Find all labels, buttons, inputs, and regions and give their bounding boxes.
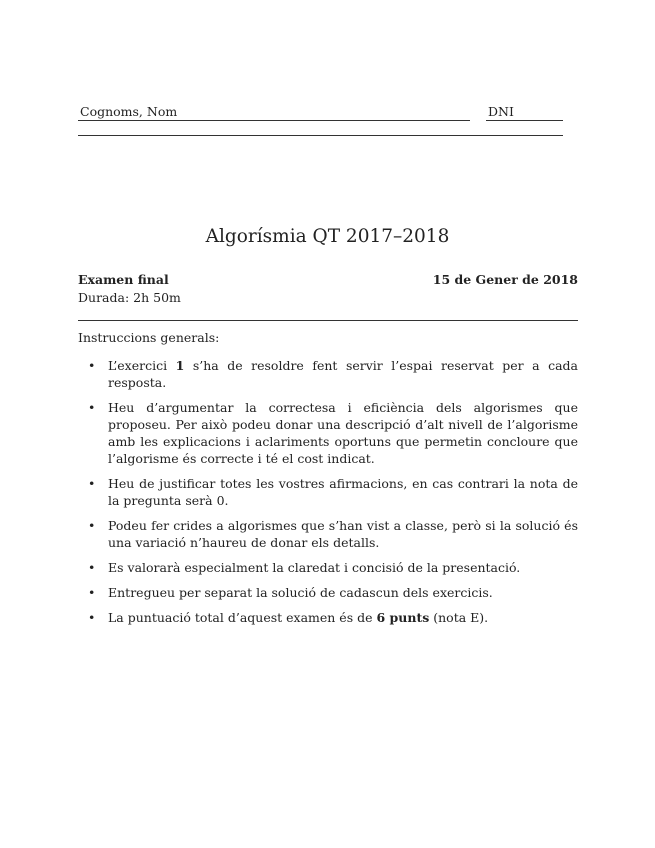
divider-line <box>78 135 563 136</box>
exam-type: Examen final <box>78 272 169 287</box>
name-label: Cognoms, Nom <box>80 104 178 119</box>
instruction-item <box>78 357 578 391</box>
dni-label: DNI <box>488 104 514 119</box>
instructions-list <box>78 357 578 634</box>
instruction-text-post: (nota E). <box>429 610 489 625</box>
instruction-item <box>78 559 578 576</box>
instruction-text-pre: L’exercici <box>108 358 176 373</box>
instruction-text-pre: Heu de justificar totes les vostres afirmacions, en cas contrari la nota de la pregunta serà 0. <box>108 476 578 508</box>
page-title: Algorísmia QT 2017–2018 <box>205 226 450 247</box>
instruction-text-bold: 1 <box>175 358 185 373</box>
instructions-heading: Instruccions generals: <box>78 330 220 345</box>
instruction-item <box>78 609 578 626</box>
instruction-text-post: s’ha de resoldre fent servir l’espai reservat per a cada resposta. <box>108 358 578 390</box>
instruction-item <box>78 399 578 467</box>
instruction-item <box>78 584 578 601</box>
section-rule <box>78 320 578 321</box>
exam-date: 15 de Gener de 2018 <box>432 272 578 287</box>
instruction-item <box>78 475 578 509</box>
dni-field-line <box>486 120 563 121</box>
name-field-line <box>78 120 470 121</box>
instruction-text-pre: Es valorarà especialment la claredat i concisió de la presentació. <box>108 560 521 575</box>
instruction-text-pre: Heu d’argumentar la correctesa i eficiència dels algorismes que proposeu. Per això podeu donar una descripció d’alt nivell de l’algorisme amb les explicacions i aclariments oportuns que permetin concloure que l’algorisme és correcte i té el cost indicat. <box>108 400 578 466</box>
instruction-text-bold: 6 punts <box>376 610 430 625</box>
exam-duration: Durada: 2h 50m <box>78 290 181 305</box>
instruction-item <box>78 517 578 551</box>
instruction-text-pre: Podeu fer crides a algorismes que s’han vist a classe, però si la solució és una variació n’haureu de donar els detalls. <box>108 518 578 550</box>
instruction-text-pre: La puntuació total d’aquest examen és de <box>108 610 377 625</box>
instruction-text-pre: Entregueu per separat la solució de cadascun dels exercicis. <box>108 585 493 600</box>
